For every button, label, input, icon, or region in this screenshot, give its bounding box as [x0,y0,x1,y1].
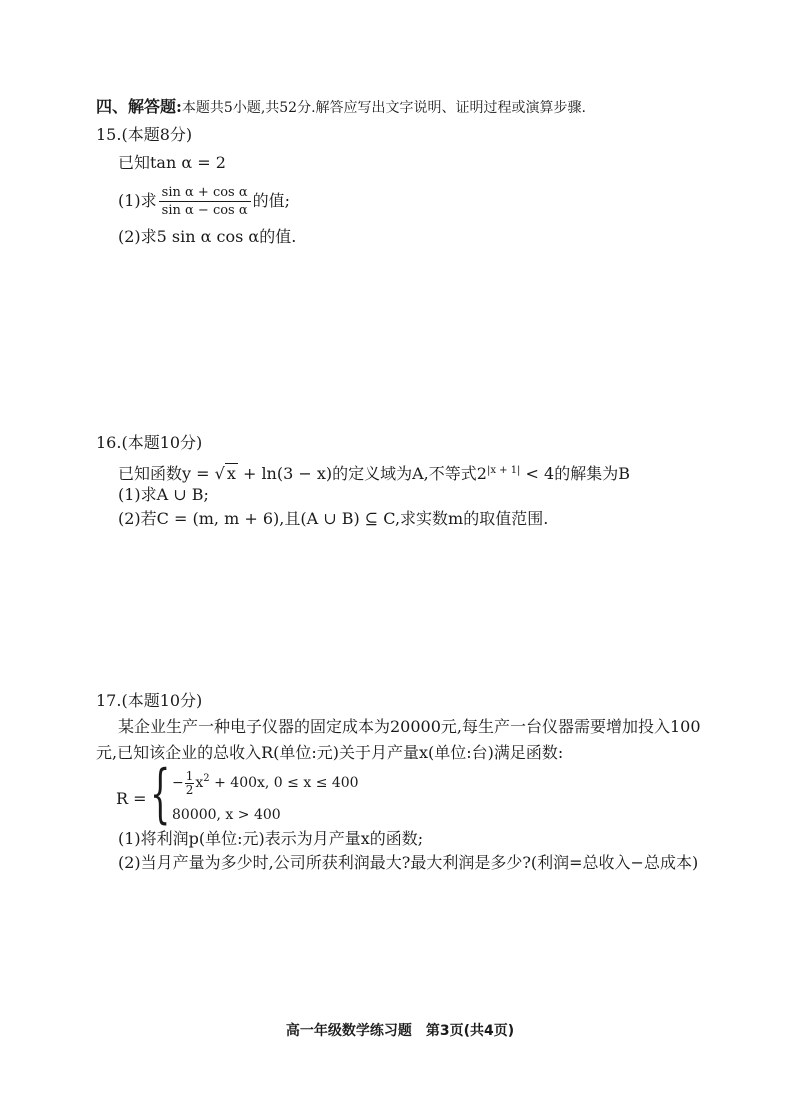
q16-part2: (2)若C = (m, m + 6),且(A ∪ B) ⊆ C,求实数m的取值范围. [118,509,549,528]
q17-case1-fraction-denominator: 2 [185,782,194,797]
page-footer: 高一年级数学练习题 第3页(共4页) [285,1023,515,1039]
q16-given [118,460,630,485]
section-description: 本题共5小题,共52分.解答应写出文字说明、证明过程或演算步骤. [181,100,586,116]
q16-given-b: + ln(3 − x)的定义域为A,不等式2 [237,464,487,483]
brace-icon: { [150,757,171,831]
q15-fraction [159,184,251,219]
q15-heading: 15.(本题8分) [96,125,193,144]
q16-given-c: < 4的解集为B [520,464,630,483]
q17-case1-fraction-numerator: 1 [185,768,194,783]
q17-piecewise [116,757,516,831]
q16-given-a: 已知函数y = [118,464,215,483]
section-header [96,96,586,119]
q16-part1: (1)求A ∪ B; [118,485,209,504]
q17-case1-exponent: 2 [203,773,210,784]
q17-case1-fraction [185,770,195,797]
q17-case1-sign: − [172,775,184,791]
q16-exponent: |x + 1| [486,465,521,476]
q15-fraction-denominator: sin α − cos α [161,203,248,218]
q15-part1 [118,184,290,219]
section-title: 四、解答题: [96,97,182,116]
q17-case1-rest: + 400x, 0 ≤ x ≤ 400 [209,775,359,791]
q17-part2: (2)当月产量为多少时,公司所获利润最大?最大利润是多少?(利润=总收入−总成本) [118,853,699,872]
q17-part1: (1)将利润p(单位:元)表示为月产量x的函数; [118,829,424,848]
q17-case1-x: x [195,775,204,791]
q17-heading: 17.(本题10分) [96,691,203,710]
q16-heading: 16.(本题10分) [96,433,203,452]
q17-case1 [172,768,359,797]
q15-part1-prefix: (1)求 [118,191,157,210]
q16-sqrt: √ x [214,464,236,483]
q15-given: 已知tan α = 2 [118,153,226,172]
q17-case2: 80000, x > 400 [172,807,281,823]
q17-text-line2: 元,已知该企业的总收入R(单位:元)关于月产量x(单位:台)满足函数: [96,743,564,762]
q16-sqrt-radicand: x [226,464,236,483]
q15-part1-suffix: 的值; [252,191,291,210]
q17-text-line1: 某企业生产一种电子仪器的固定成本为20000元,每生产一台仪器需要增加投入100 [118,717,701,736]
q15-part2: (2)求5 sin α cos α的值. [118,227,297,246]
q17-r-label: R = [116,789,147,808]
q15-fraction-numerator: sin α + cos α [159,184,251,202]
